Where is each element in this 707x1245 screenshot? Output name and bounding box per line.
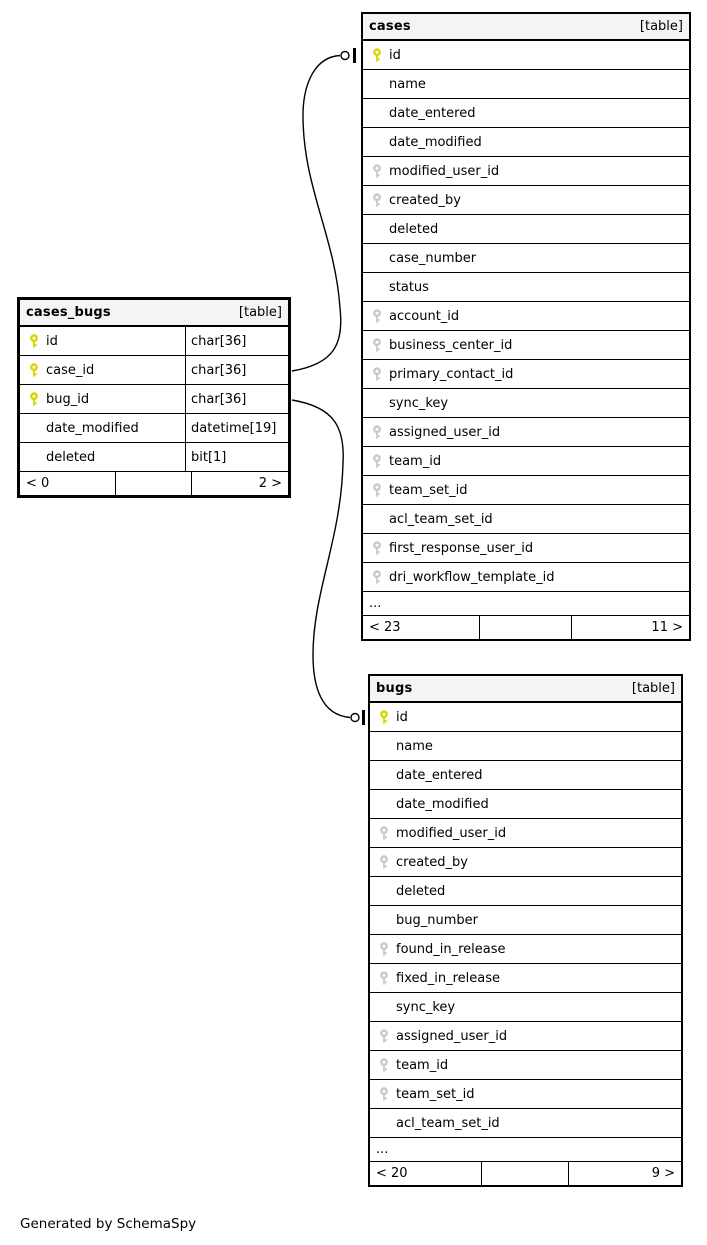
column-row-team_id[interactable] [363,447,689,476]
column-row-created_by[interactable] [370,848,681,877]
primary-key-icon [28,392,41,407]
column-row-id[interactable] [20,327,288,356]
column-row-date_modified[interactable] [370,790,681,819]
column-name: bug_number [396,912,478,928]
column-name: team_id [396,1057,449,1073]
column-row-sync_key[interactable] [370,993,681,1022]
foreign-key-icon [371,425,384,440]
column-row-deleted[interactable] [363,215,689,244]
column-row-name[interactable] [370,732,681,761]
pager-left-count: < 0 [20,472,116,495]
relationship-line-bug-id-to-bugs [292,400,350,718]
table-cases-ellipsis-row [363,592,689,616]
column-row-fixed_in_release[interactable] [370,964,681,993]
column-row-business_center_id[interactable] [363,331,689,360]
table-cases-pager [363,616,689,639]
ellipsis-label: ... [369,596,382,611]
column-row-assigned_user_id[interactable] [370,1022,681,1051]
column-name: id [389,47,401,63]
column-row-name[interactable] [363,70,689,99]
column-row-date_modified[interactable] [363,128,689,157]
table-cases-bugs-badge: [table] [238,305,282,320]
pager-right-count: 2 > [258,476,282,491]
foreign-key-icon [371,164,384,179]
column-name: created_by [389,192,461,208]
table-cases-bugs[interactable] [17,297,291,498]
column-row-modified_user_id[interactable] [363,157,689,186]
column-row-deleted[interactable] [370,877,681,906]
column-row-found_in_release[interactable] [370,935,681,964]
column-name: status [389,279,429,295]
column-name: first_response_user_id [389,540,534,556]
column-name: business_center_id [389,337,513,353]
column-name: deleted [396,883,446,899]
column-row-created_by[interactable] [363,186,689,215]
column-row-first_response_user_id[interactable] [363,534,689,563]
foreign-key-icon [371,541,384,556]
column-name: name [389,76,426,92]
ellipsis-label: ... [376,1142,389,1157]
foreign-key-icon [371,367,384,382]
column-name: account_id [389,308,460,324]
foreign-key-icon [378,1087,391,1102]
column-name: case_number [389,250,477,266]
foreign-key-icon [371,570,384,585]
column-name: created_by [396,854,468,870]
column-name: date_modified [396,796,489,812]
column-name: modified_user_id [396,825,507,841]
column-name: dri_workflow_template_id [389,569,555,585]
foreign-key-icon [371,193,384,208]
column-name: modified_user_id [389,163,500,179]
column-row-account_id[interactable] [363,302,689,331]
primary-key-icon [28,363,41,378]
table-bugs-badge: [table] [631,681,675,696]
table-bugs-header[interactable] [370,676,681,703]
relationship-endpoint-circle-bugs [351,714,359,722]
foreign-key-icon [378,971,391,986]
column-name: date_entered [389,105,476,121]
column-name: id [46,333,58,349]
column-row-date_entered[interactable] [370,761,681,790]
column-row-id[interactable] [363,41,689,70]
column-row-case_number[interactable] [363,244,689,273]
pager-right-count: 9 > [651,1166,675,1181]
column-type: bit[1] [185,443,288,471]
column-name: bug_id [46,391,90,407]
column-row-sync_key[interactable] [363,389,689,418]
column-name: acl_team_set_id [396,1115,500,1131]
pager-middle-cell [116,472,191,495]
column-row-assigned_user_id[interactable] [363,418,689,447]
column-row-id[interactable] [370,703,681,732]
column-row-acl_team_set_id[interactable] [370,1109,681,1138]
column-row-bug_id[interactable] [20,385,288,414]
column-row-acl_team_set_id[interactable] [363,505,689,534]
column-row-deleted[interactable] [20,443,288,472]
column-name: team_set_id [389,482,468,498]
foreign-key-icon [371,454,384,469]
pager-left-count: < 23 [363,616,480,639]
column-row-case_id[interactable] [20,356,288,385]
table-bugs-title[interactable]: bugs [376,681,413,696]
table-cases-bugs-header[interactable] [20,300,288,327]
column-name: id [396,709,408,725]
foreign-key-icon [378,1029,391,1044]
table-bugs-pager [370,1162,681,1185]
pager-middle-cell [480,616,571,639]
table-cases-bugs-columns [20,327,288,472]
relationship-endpoint-circle-cases [341,52,349,60]
primary-key-icon [371,48,384,63]
column-name: deleted [389,221,439,237]
column-name: found_in_release [396,941,506,957]
column-row-team_id[interactable] [370,1051,681,1080]
table-cases-header[interactable] [363,14,689,41]
relationship-line-case-id-to-cases [292,56,341,372]
table-cases-bugs-title[interactable]: cases_bugs [26,305,111,320]
foreign-key-icon [378,942,391,957]
column-name: deleted [46,449,96,465]
column-name: case_id [46,362,95,378]
column-name: date_modified [389,134,482,150]
column-row-primary_contact_id[interactable] [363,360,689,389]
table-bugs-ellipsis-row [370,1138,681,1162]
table-cases-bugs-pager [20,472,288,495]
pager-right-count: 11 > [651,620,683,635]
column-name: team_id [389,453,442,469]
column-row-date_entered[interactable] [363,99,689,128]
column-row-dri_workflow_template_id[interactable] [363,563,689,592]
foreign-key-icon [378,1058,391,1073]
foreign-key-icon [371,483,384,498]
table-cases[interactable] [361,12,691,641]
column-name: sync_key [389,395,449,411]
foreign-key-icon [371,309,384,324]
column-type: char[36] [185,356,288,384]
table-cases-columns [363,41,689,592]
column-row-team_set_id[interactable] [363,476,689,505]
column-row-modified_user_id[interactable] [370,819,681,848]
pager-left-count: < 20 [370,1162,482,1185]
primary-key-icon [378,710,391,725]
foreign-key-icon [371,338,384,353]
column-name: assigned_user_id [389,424,501,440]
primary-key-icon [28,334,41,349]
column-name: sync_key [396,999,456,1015]
column-name: date_entered [396,767,483,783]
column-type: char[36] [185,327,288,355]
foreign-key-icon [378,855,391,870]
column-name: name [396,738,433,754]
column-row-bug_number[interactable] [370,906,681,935]
table-cases-badge: [table] [639,19,683,34]
foreign-key-icon [378,826,391,841]
column-row-team_set_id[interactable] [370,1080,681,1109]
pager-middle-cell [482,1162,569,1185]
column-type: datetime[19] [185,414,288,442]
column-type: char[36] [185,385,288,413]
column-name: assigned_user_id [396,1028,508,1044]
generated-by-note: Generated by SchemaSpy [20,1216,197,1232]
table-cases-title[interactable]: cases [369,19,411,34]
column-name: primary_contact_id [389,366,514,382]
column-name: acl_team_set_id [389,511,493,527]
column-name: date_modified [46,420,139,436]
column-row-date_modified[interactable] [20,414,288,443]
table-bugs-columns [370,703,681,1138]
column-name: team_set_id [396,1086,475,1102]
column-name: fixed_in_release [396,970,500,986]
table-bugs[interactable] [368,674,683,1187]
column-row-status[interactable] [363,273,689,302]
